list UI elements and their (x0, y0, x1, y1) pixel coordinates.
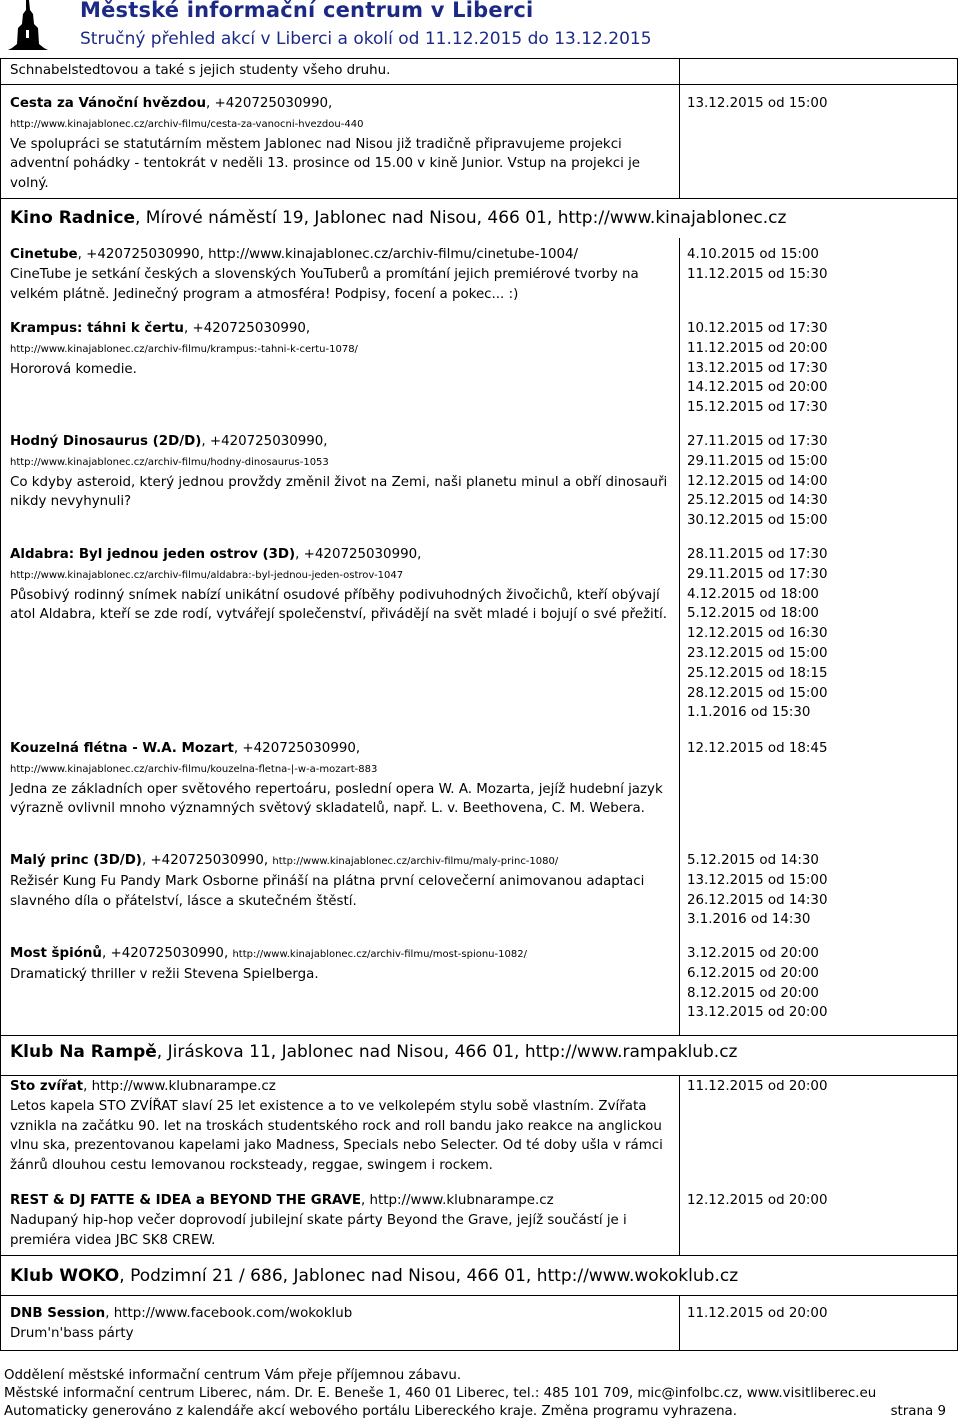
continuation-text: Schnabelstedtovou a také s jejich studenty všeho druhu. (10, 63, 391, 78)
event-date: 11.12.2015 od 20:00 (687, 1079, 828, 1094)
event-text: Působivý rodinný snímek nabízí unikátní osudové příběhy podivuhodných živočichů, kteří obývají atol Aldabra, kteří se zde rodí, vytvářejí společenství, přivádějí na svět mladé i bojují o své přežití. (10, 587, 667, 623)
event-title: Cesta za Vánoční hvězdou (10, 96, 207, 111)
event-date: 12.12.2015 od 18:45 (687, 741, 828, 756)
page-header (0, 0, 960, 58)
event-text: Ve spolupráci se statutárním městem Jablonec nad Nisou již tradičně připravujeme projekci adventní pohádky - tentokrát v neděli 13. prosince od 15.00 v kině Junior. Vstup na projekci je volný. (10, 136, 641, 192)
event-date: 4.10.2015 od 15:00 (687, 247, 819, 262)
event-text: Drum'n'bass párty (10, 1325, 134, 1341)
event-date: 26.12.2015 od 14:30 (687, 892, 828, 908)
row-divider (0, 1075, 958, 1076)
event-dates (687, 94, 952, 114)
venue-address: , Mírové náměstí 19, Jablonec nad Nisou, 466 01, http://www.kinajablonec.cz (134, 208, 787, 228)
event-text: Letos kapela STO ZVÍŘAT slaví 25 let existence a to ve velkolepém stylu sobě vlastním. Zvířata vznikla na začátku 90. let na troskách studentského rock and roll bandu jako reakce na anglickou vlnu ska, prezentovanou kapelami jako Madness, Specials nebo Selecter. Od té doby ušla v rámci žánrů dlouhou cestu lemovanou rocksteady, reggae, swingem i rockem. (10, 1098, 663, 1174)
event-date: 23.12.2015 od 15:00 (687, 645, 828, 661)
venue-heading (10, 1266, 738, 1286)
venue-address: , Podzimní 21 / 686, Jablonec nad Nisou, 466 01, http://www.wokoklub.cz (119, 1266, 739, 1286)
event-dates (687, 739, 952, 759)
event-link[interactable]: http://www.kinajablonec.cz/archiv-filmu/cesta-za-vanocni-hvezdou-440 (10, 118, 364, 130)
event-description (10, 1077, 672, 1176)
event-text: Nadupaný hip-hop večer doprovodí jubilejní skate párty Beyond the Grave, jejíž součástí je i premiéra videa JBC SK8 CREW. (10, 1212, 627, 1248)
event-description (10, 1191, 672, 1250)
page-footer (4, 1367, 954, 1421)
event-date: 13.12.2015 od 15:00 (687, 96, 828, 111)
event-contact: , +420725030990, (141, 853, 273, 868)
event-contact: , +420725030990, (201, 434, 328, 449)
event-text: Jedna ze základních oper světového repertoáru, poslední opera W. A. Mozarta, jejíž hudební jazyk výrazně ovlivnil mnoho významných světový skladatelů, např. L. v. Beethovena, C. M. Webera. (10, 781, 663, 817)
event-contact: , +420725030990, (233, 741, 361, 756)
event-date: 5.12.2015 od 18:00 (687, 606, 819, 622)
venue-name: Klub Na Rampě (10, 1042, 157, 1062)
event-title: Hodný Dinosaurus (2D/D) (10, 434, 202, 449)
event-dates (687, 1077, 952, 1097)
event-description (10, 245, 672, 304)
event-description (10, 545, 672, 625)
event-date: 12.12.2015 od 14:00 (687, 473, 828, 489)
event-contact: , +420725030990, (206, 96, 333, 111)
event-title: Cinetube (10, 247, 78, 262)
venue-name: Klub WOKO (10, 1266, 120, 1286)
event-date: 6.12.2015 od 20:00 (687, 965, 819, 981)
event-description (10, 851, 672, 911)
event-date: 13.12.2015 od 17:30 (687, 360, 828, 376)
event-text: Co kdyby asteroid, který jednou provždy změnil život na Zemi, naši planetu minul a obří dinosauři nikdy nevyhynuli? (10, 474, 668, 510)
event-dates (687, 851, 952, 930)
event-dates (687, 245, 952, 285)
page-title: Městské informační centrum v Liberci (80, 0, 534, 22)
event-title: Malý princ (3D/D) (10, 853, 142, 868)
event-contact: , +420725030990, (101, 946, 233, 961)
liberec-town-hall-logo (6, 0, 50, 52)
event-description (10, 432, 672, 512)
event-date: 13.12.2015 od 15:00 (687, 872, 828, 888)
event-link[interactable]: http://www.kinajablonec.cz/archiv-filmu/aldabra:-byl-jednou-jeden-ostrov-1047 (10, 569, 404, 581)
event-title: Krampus: táhni k čertu (10, 321, 184, 336)
event-dates (687, 1304, 952, 1324)
row-divider (0, 198, 958, 199)
event-date: 11.12.2015 od 15:30 (687, 266, 828, 282)
event-contact: , +420725030990, (295, 547, 422, 562)
event-title: Most špiónů (10, 946, 102, 961)
event-title: DNB Session (10, 1306, 106, 1321)
event-contact: , +420725030990, (183, 321, 311, 336)
event-date: 12.12.2015 od 20:00 (687, 1193, 828, 1208)
event-date: 13.12.2015 od 20:00 (687, 1005, 828, 1021)
event-date: 3.12.2015 od 20:00 (687, 946, 819, 961)
event-dates (687, 319, 952, 418)
event-contact[interactable]: , +420725030990, http://www.kinajablonec.cz/archiv-filmu/cinetube-1004/ (77, 247, 579, 262)
event-date: 10.12.2015 od 17:30 (687, 321, 828, 336)
event-date: 25.12.2015 od 14:30 (687, 493, 828, 509)
event-title: REST & DJ FATTE & IDEA a BEYOND THE GRAVE (10, 1193, 361, 1208)
venue-name: Kino Radnice (10, 208, 135, 228)
event-description (10, 319, 672, 379)
event-date: 29.11.2015 od 17:30 (687, 566, 828, 582)
event-text: Dramatický thriller v režii Stevena Spielberga. (10, 966, 319, 982)
event-link[interactable]: http://www.kinajablonec.cz/archiv-filmu/maly-princ-1080/ (272, 856, 559, 867)
event-date: 30.12.2015 od 15:00 (687, 513, 828, 529)
event-date: 12.12.2015 od 16:30 (687, 626, 828, 642)
event-date: 25.12.2015 od 18:15 (687, 665, 828, 681)
footer-greeting: Oddělení městské informační centrum Vám přeje příjemnou zábavu. (4, 1368, 462, 1383)
event-description (10, 1304, 672, 1344)
event-text: Hororová komedie. (10, 361, 137, 377)
event-date: 27.11.2015 od 17:30 (687, 434, 828, 449)
event-link[interactable]: http://www.kinajablonec.cz/archiv-filmu/most-spionu-1082/ (232, 949, 527, 960)
event-contact[interactable]: , http://www.klubnarampe.cz (360, 1193, 554, 1208)
column-divider (679, 58, 680, 198)
event-date: 14.12.2015 od 20:00 (687, 380, 828, 396)
column-divider (679, 238, 680, 1035)
event-link[interactable]: http://www.kinajablonec.cz/archiv-filmu/hodny-dinosaurus-1053 (10, 456, 329, 468)
event-dates (687, 545, 952, 723)
event-contact[interactable]: , http://www.facebook.com/wokoklub (105, 1306, 353, 1321)
event-dates (687, 944, 952, 1023)
event-title: Sto zvířat (10, 1079, 84, 1094)
event-link[interactable]: http://www.kinajablonec.cz/archiv-filmu/kouzelna-fletna-|-w-a-mozart-883 (10, 763, 378, 775)
event-text: CineTube je setkání českých a slovenských YouTuberů a promítání jejich premiérové tvorby na velkém plátně. Jedinečný program a atmosféra! Podpisy, focení a pokec... :) (10, 266, 639, 302)
event-date: 11.12.2015 od 20:00 (687, 1306, 828, 1321)
event-date: 3.1.2016 od 14:30 (687, 912, 811, 928)
event-date: 8.12.2015 od 20:00 (687, 985, 819, 1001)
event-date: 15.12.2015 od 17:30 (687, 400, 828, 416)
row-divider (0, 84, 958, 85)
page-subtitle: Stručný přehled akcí v Liberci a okolí od 11.12.2015 do 13.12.2015 (80, 29, 652, 49)
event-date: 28.12.2015 od 15:00 (687, 685, 828, 701)
page-number: strana 9 (890, 1404, 946, 1419)
footer-disclaimer: Automaticky generováno z kalendáře akcí webového portálu Libereckého kraje. Změna programu vyhrazena. (4, 1404, 738, 1419)
row-divider (0, 1035, 958, 1036)
event-contact[interactable]: , http://www.klubnarampe.cz (83, 1079, 276, 1094)
event-date: 11.12.2015 od 20:00 (687, 340, 828, 356)
event-dates (687, 1191, 952, 1211)
row-divider (0, 1295, 958, 1296)
venue-heading (10, 208, 786, 228)
event-link[interactable]: http://www.kinajablonec.cz/archiv-filmu/krampus:-tahni-k-certu-1078/ (10, 343, 358, 355)
event-date: 29.11.2015 od 15:00 (687, 453, 828, 469)
row-divider (0, 1255, 958, 1256)
column-divider (679, 1295, 680, 1351)
footer-contact: Městské informační centrum Liberec, nám. Dr. E. Beneše 1, 460 01 Liberec, tel.: 485 101 709, mic@infolbc.cz, www.visitliberec.eu (4, 1386, 877, 1401)
event-description (10, 94, 672, 194)
venue-heading (10, 1042, 737, 1062)
event-date: 1.1.2016 od 15:30 (687, 705, 811, 721)
event-date: 5.12.2015 od 14:30 (687, 853, 819, 868)
venue-address: , Jiráskova 11, Jablonec nad Nisou, 466 01, http://www.rampaklub.cz (156, 1042, 738, 1062)
event-description (10, 739, 672, 819)
event-date: 4.12.2015 od 18:00 (687, 586, 819, 602)
column-divider (679, 1075, 680, 1255)
event-dates (687, 432, 952, 531)
event-title: Kouzelná flétna - W.A. Mozart (10, 741, 234, 756)
event-description (10, 944, 672, 985)
event-text: Režisér Kung Fu Pandy Mark Osborne přináší na plátna první celovečerní animovanou adaptaci slavného díla o přátelství, lásce a skutečném štěstí. (10, 873, 645, 909)
event-title: Aldabra: Byl jednou jeden ostrov (3D) (10, 547, 296, 562)
event-date: 28.11.2015 od 17:30 (687, 547, 828, 562)
